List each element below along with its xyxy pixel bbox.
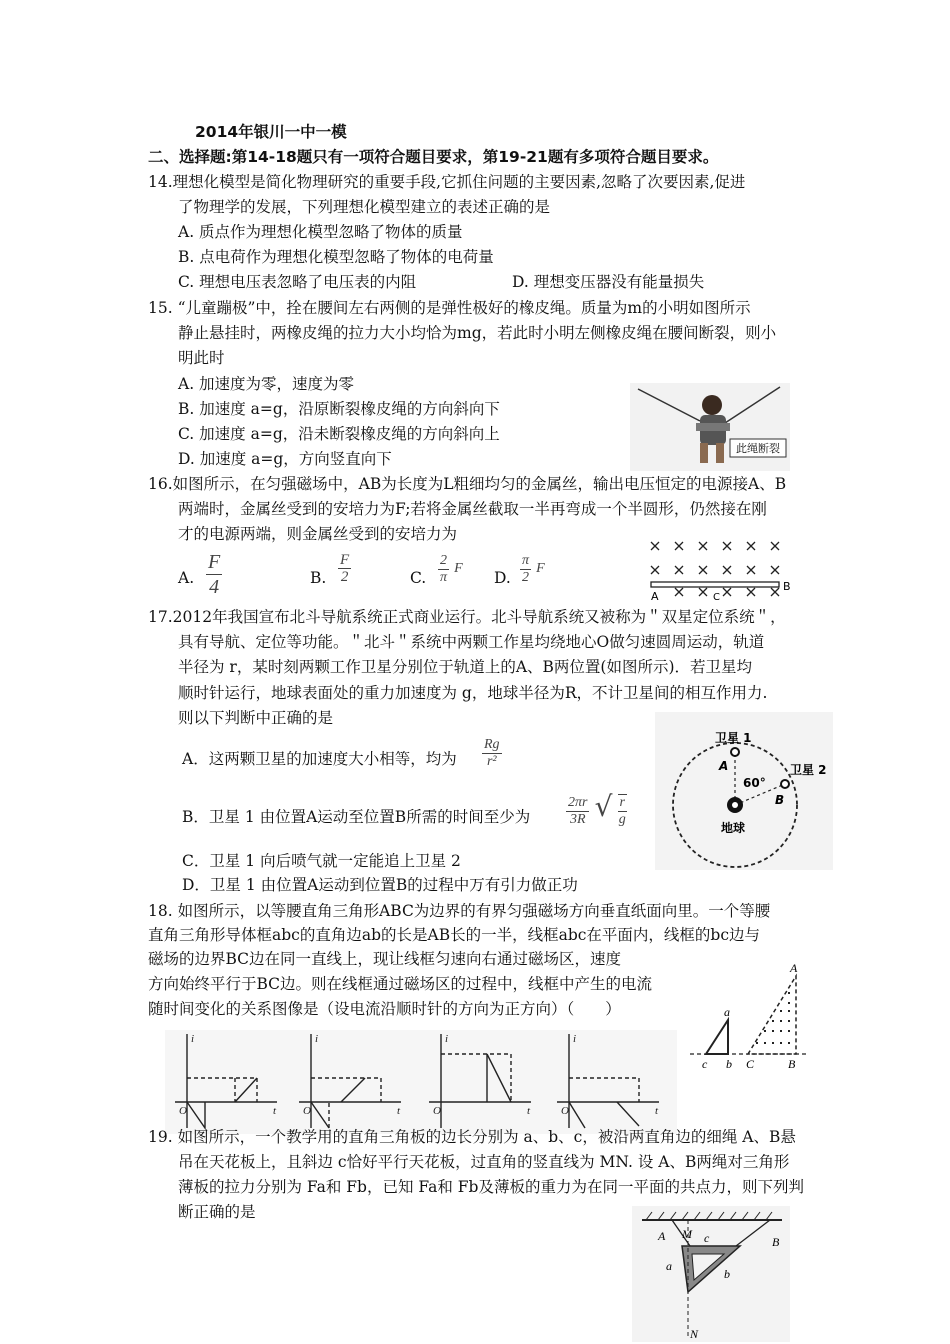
- q16-option-a-label: A.: [178, 569, 195, 587]
- vertex-b-large: B: [788, 1057, 796, 1071]
- q15-line2: 静止悬挂时，两橡皮绳的拉力大小均恰为mg，若此时小明左侧橡皮绳在腰间断裂，则小: [178, 324, 777, 342]
- wire-end-a: A: [651, 590, 659, 600]
- frac-num: r: [619, 795, 625, 810]
- frac-den: g: [618, 812, 626, 827]
- q15-option-a: A. 加速度为零，速度为零: [178, 375, 355, 393]
- q17-option-a-fraction: [482, 737, 502, 770]
- q19-line2: 吊在天花板上，且斜边 c恰好平行天花板，过直角的竖直线为 MN. 设 A、B两绳对三角形: [178, 1153, 790, 1171]
- graph-b-origin: O: [303, 1105, 311, 1117]
- side-b-label: b: [724, 1267, 730, 1281]
- wire-center-c: C: [713, 592, 720, 600]
- satellite-2-label: 卫星 2: [790, 763, 827, 777]
- triangle-field-figure: [688, 958, 810, 1074]
- satellite-1-label: 卫星 1: [715, 731, 752, 745]
- vertex-c-small: c: [702, 1057, 708, 1071]
- q16-option-a-fraction: [206, 550, 222, 599]
- rope-broken-label: 此绳断裂: [736, 442, 780, 455]
- q16-option-b-label: B.: [310, 569, 327, 587]
- position-b-label: B: [775, 793, 785, 807]
- graph-c-origin: O: [433, 1105, 441, 1117]
- graph-b-i-label: i: [315, 1033, 319, 1045]
- q17-line4: 顺时针运行，地球表面处的重力加速度为 g，地球半径为R，不计卫星间的相互作用力.: [178, 684, 768, 702]
- frac-num: F: [208, 551, 221, 573]
- q17-option-c: C．卫星 1 向后喷气就一定能追上卫星 2: [182, 852, 461, 870]
- q16-line3: 才的电源两端，则金属丝受到的安培力为: [178, 525, 458, 543]
- vertex-a-small: a: [724, 1005, 730, 1019]
- section-heading: 二、选择题:第14-18题只有一项符合题目要求，第19-21题有多项符合题目要求。: [148, 148, 719, 166]
- frac-tail: F: [536, 561, 545, 576]
- q19-line4: 断正确的是: [178, 1203, 256, 1221]
- vertex-a-large: A: [790, 961, 798, 975]
- frac-den: 4: [209, 576, 220, 598]
- graph-b-t-label: t: [397, 1105, 401, 1117]
- q17-option-d: D．卫星 1 由位置A运动到位置B的过程中万有引力做正功: [182, 876, 578, 894]
- graph-a-i-label: i: [191, 1033, 195, 1045]
- q17-option-b-fraction: [566, 790, 627, 828]
- frac-tail: F: [454, 561, 463, 576]
- bungee-child-figure: [630, 383, 790, 471]
- point-m-label: M: [682, 1227, 692, 1241]
- q17-line5: 则以下判断中正确的是: [178, 709, 334, 727]
- graph-c-i-label: i: [445, 1033, 449, 1045]
- frac-num: 2: [440, 553, 447, 568]
- q15-line1: 15. “儿童蹦极”中，拴在腰间左右两侧的是弹性极好的橡皮绳。质量为m的小明如图所示: [148, 299, 751, 317]
- side-a-label: a: [666, 1259, 672, 1273]
- side-c-label: c: [704, 1231, 710, 1245]
- q17-option-b: B．卫星 1 由位置A运动至位置B所需的时间至少为: [182, 808, 531, 826]
- q16-option-c-fraction: [438, 553, 463, 586]
- q15-option-d: D. 加速度 a=g，方向竖直向下: [178, 450, 392, 468]
- q16-line2: 两端时，金属丝受到的安培力为F;若将金属丝截取一半再弯成一个半圆形，仍然接在刚: [178, 500, 767, 518]
- satellite-orbit-figure: [655, 712, 833, 870]
- q17-option-a: A．这两颗卫星的加速度大小相等，均为: [182, 750, 457, 768]
- q16-option-d-label: D.: [494, 569, 511, 587]
- graph-d-i-label: i: [573, 1033, 577, 1045]
- frac-den: 3R: [569, 812, 586, 827]
- q14-line1: 14.理想化模型是简化物理研究的重要手段,它抓住问题的主要因素,忽略了次要因素,促进: [148, 173, 746, 191]
- q14-line2: 了物理学的发展，下列理想化模型建立的表述正确的是: [178, 198, 551, 216]
- sqrt-sign: √: [594, 790, 613, 823]
- q16-line1: 16.如图所示，在匀强磁场中，AB为长度为L粗细均匀的金属丝，输出电压恒定的电源接A、B: [148, 475, 787, 493]
- frac-den: 2: [522, 570, 529, 585]
- q19-line3: 薄板的拉力分别为 Fa和 Fb，已知 Fa和 Fb及薄板的重力为在同一平面的共点力，则下列判: [178, 1178, 804, 1196]
- wire-end-b: B: [783, 580, 791, 593]
- rope-b-label: B: [772, 1235, 780, 1249]
- q18-line4: 方向始终平行于BC边。则在线框通过磁场区的过程中，线框中产生的电流: [148, 975, 653, 993]
- q14-option-c: C. 理想电压表忽略了电压表的内阻: [178, 273, 417, 291]
- graph-d-origin: O: [561, 1105, 569, 1117]
- magnetic-field-wire-figure: [645, 538, 800, 600]
- point-n-label: N: [690, 1327, 699, 1341]
- page-title: 2014年银川一中一模: [195, 123, 347, 141]
- q16-option-d-fraction: [520, 553, 545, 586]
- q17-line2: 具有导航、定位等功能。＂北斗＂系统中两颗工作星均绕地心O做匀速圆周运动，轨道: [178, 633, 765, 651]
- q15-line3: 明此时: [178, 349, 225, 367]
- earth-label: 地球: [721, 821, 746, 835]
- q17-line1: 17.2012年我国宣布北斗导航系统正式商业运行。北斗导航系统又被称为＂双星定位系统＂，: [148, 608, 786, 626]
- q19-line1: 19. 如图所示，一个教学用的直角三角板的边长分别为 a、b、c，被沿两直角边的细绳 A、B悬: [148, 1128, 796, 1146]
- graph-a-t-label: t: [273, 1105, 277, 1117]
- graph-c-t-label: t: [527, 1105, 531, 1117]
- frac-num: 2πr: [568, 795, 588, 810]
- q16-option-c-label: C.: [410, 569, 427, 587]
- q17-line3: 半径为 r，某时刻两颗工作卫星分别位于轨道上的A、B两位置(如图所示)．若卫星均: [178, 658, 753, 676]
- frac-den: 2: [340, 569, 349, 585]
- q14-option-a: A. 质点作为理想化模型忽略了物体的质量: [178, 223, 463, 241]
- frac-num: F: [340, 552, 350, 568]
- q18-line1: 18. 如图所示，以等腰直角三角形ABC为边界的有界匀强磁场方向垂直纸面向里。一个等腰: [148, 902, 771, 920]
- current-time-graphs: [165, 1030, 677, 1134]
- graph-d-t-label: t: [655, 1105, 659, 1117]
- rope-a-label: A: [658, 1229, 666, 1243]
- frac-num: Rg: [484, 737, 500, 752]
- q18-line3: 磁场的边界BC边在同一直线上，现让线框匀速向右通过磁场区，速度: [148, 950, 622, 968]
- position-a-label: A: [719, 759, 729, 773]
- triangle-plate-figure: [632, 1206, 790, 1342]
- frac-num: π: [522, 553, 530, 568]
- graph-a-origin: O: [179, 1105, 187, 1117]
- q15-option-b: B. 加速度 a=g，沿原断裂橡皮绳的方向斜向下: [178, 400, 500, 418]
- vertex-c-large: C: [746, 1057, 755, 1071]
- q16-option-b-fraction: [338, 552, 351, 585]
- vertex-b-small: b: [726, 1057, 732, 1071]
- q14-option-b: B. 点电荷作为理想化模型忽略了物体的电荷量: [178, 248, 494, 266]
- angle-label: 60°: [743, 776, 766, 790]
- frac-den: π: [439, 570, 447, 585]
- q18-line5: 随时间变化的关系图像是（设电流沿顺时针的方向为正方向）（ ）: [148, 1000, 621, 1018]
- frac-den: r²: [486, 754, 497, 769]
- q18-line2: 直角三角形导体框abc的直角边ab的长是AB长的一半，线框abc在平面内，线框的bc边与: [148, 926, 761, 944]
- q15-option-c: C. 加速度 a=g，沿未断裂橡皮绳的方向斜向上: [178, 425, 500, 443]
- q14-option-d: D. 理想变压器没有能量损失: [512, 273, 705, 291]
